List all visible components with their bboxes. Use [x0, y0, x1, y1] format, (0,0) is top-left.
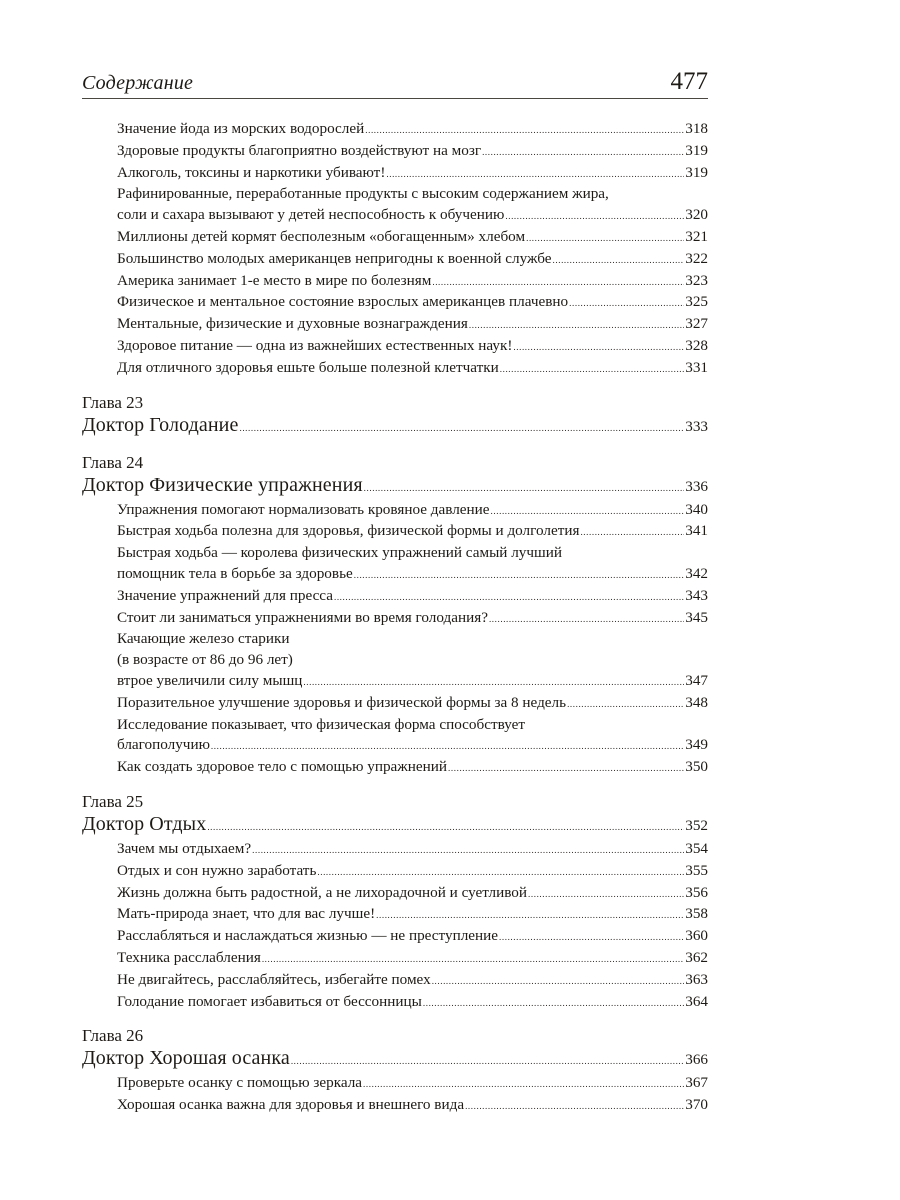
leader-dots	[513, 337, 684, 358]
toc-page: 319	[685, 141, 708, 159]
toc-entry: Значение йода из морских водорослей ..... 318	[82, 119, 708, 141]
toc-entry: Упражнения помогают нормализовать кровяное давление ..... 340	[82, 500, 708, 522]
toc-page: 350	[685, 758, 708, 776]
toc-page: 322	[685, 249, 708, 267]
toc-entry: Миллионы детей кормят бесполезным «обогащенным» хлебом ..... 321	[82, 227, 708, 249]
toc-entry: Техника расслабления ..... 362	[82, 948, 708, 970]
chapter-entry: Доктор Хорошая осанка ..... 366	[82, 1046, 708, 1073]
chapter-entry: Доктор Отдых ..... 352	[82, 812, 708, 839]
chapter-label: Глава 26	[82, 1026, 144, 1046]
toc-entry: втрое увеличили силу мышц ..... 347	[82, 671, 708, 693]
leader-dots	[365, 120, 684, 141]
leader-dots	[432, 971, 685, 992]
leader-dots	[239, 416, 684, 440]
toc-page: 367	[685, 1074, 708, 1092]
running-title: Содержание	[82, 72, 194, 94]
chapter-label: Глава 24	[82, 452, 144, 472]
leader-dots	[505, 206, 684, 227]
toc-entry-line: Рафинированные, переработанные продукты с высоким содержанием жира,	[117, 185, 609, 203]
toc-entry: Быстрая ходьба полезна для здоровья, физической формы и долголетия ..... 341	[82, 521, 708, 543]
leader-dots	[482, 142, 684, 163]
chapter-entry: Доктор Голодание ..... 333	[82, 413, 708, 440]
toc-entry: Здоровое питание — одна из важнейших естественных наук! ..... 328	[82, 336, 708, 358]
toc-entry: помощник тела в борьбе за здоровье ..... 342	[82, 564, 708, 586]
toc-page: 331	[685, 358, 708, 376]
leader-dots	[432, 272, 684, 293]
leader-dots	[291, 1049, 684, 1073]
toc-entry-line: (в возрасте от 86 до 96 лет)	[117, 651, 293, 669]
toc-entry: Физическое и ментальное состояние взрослых американцев плачевно ..... 325	[82, 292, 708, 314]
leader-dots	[465, 1096, 684, 1117]
leader-dots	[386, 164, 684, 185]
toc-entry: соли и сахара вызывают у детей неспособность к обучению ..... 320	[82, 205, 708, 227]
toc-page: 342	[685, 564, 708, 582]
leader-dots	[448, 758, 684, 779]
leader-dots	[211, 736, 684, 757]
toc-page: 323	[685, 271, 708, 289]
toc-entry: Жизнь должна быть радостной, а не лихорадочной и суетливой ..... 356	[82, 883, 708, 905]
leader-dots	[303, 672, 684, 693]
toc-page: 336	[685, 477, 708, 495]
toc-page: 358	[685, 905, 708, 923]
toc-page: 355	[685, 861, 708, 879]
toc-entry: Большинство молодых американцев непригодны к военной службе ..... 322	[82, 249, 708, 271]
toc-page: 360	[685, 927, 708, 945]
leader-dots	[207, 815, 684, 839]
toc-entry-line: Исследование показывает, что физическая форма способствует	[117, 715, 526, 733]
toc-page: 321	[685, 227, 708, 245]
toc-entry: Стоит ли заниматься упражнениями во время голодания? ..... 345	[82, 608, 708, 630]
toc-entry: Проверьте осанку с помощью зеркала ..... 367	[82, 1073, 708, 1095]
chapter-label: Глава 23	[82, 392, 144, 412]
toc-page: 347	[685, 671, 708, 689]
toc-page: 327	[685, 315, 708, 333]
toc-page: 343	[685, 586, 708, 604]
leader-dots	[569, 293, 684, 314]
toc-entry: Америка занимает 1-е место в мире по болезням ..... 323	[82, 271, 708, 293]
toc-entry: Расслабляться и наслаждаться жизнью — не преступление ..... 360	[82, 926, 708, 948]
leader-dots	[469, 315, 684, 336]
toc-entry: благополучию ..... 349	[82, 735, 708, 757]
toc-entry: Голодание помогает избавиться от бессонницы ..... 364	[82, 992, 708, 1014]
toc-page: 364	[685, 992, 708, 1010]
toc-page: 352	[685, 816, 708, 834]
toc-entry: Значение упражнений для пресса ..... 343	[82, 586, 708, 608]
toc-entry: Как создать здоровое тело с помощью упражнений ..... 350	[82, 757, 708, 779]
toc-page: 328	[685, 336, 708, 354]
page-number: 477	[670, 68, 708, 95]
toc-entry: Поразительное улучшение здоровья и физической формы за 8 недель ..... 348	[82, 693, 708, 715]
leader-dots	[262, 949, 684, 970]
toc-entry: Для отличного здоровья ешьте больше полезной клетчатки ..... 331	[82, 358, 708, 380]
leader-dots	[334, 587, 684, 608]
toc-page: 366	[685, 1051, 708, 1069]
leader-dots	[580, 522, 684, 543]
leader-dots	[567, 694, 684, 715]
table-of-contents	[82, 119, 708, 1117]
leader-dots	[491, 501, 685, 522]
toc-page: 345	[685, 608, 708, 626]
leader-dots	[499, 927, 684, 948]
toc-entry: Мать-природа знает, что для вас лучше! ..... 358	[82, 904, 708, 926]
toc-page: 370	[685, 1096, 708, 1114]
chapter-entry: Доктор Физические упражнения ..... 336	[82, 473, 708, 500]
leader-dots	[364, 476, 685, 500]
toc-entry: Не двигайтесь, расслабляйтесь, избегайте помех ..... 363	[82, 970, 708, 992]
leader-dots	[252, 840, 684, 861]
toc-page: 318	[685, 120, 708, 137]
leader-dots	[363, 1074, 684, 1095]
leader-dots	[500, 359, 684, 380]
toc-page: 356	[685, 883, 708, 901]
page-header	[82, 64, 708, 99]
toc-page: 325	[685, 293, 708, 311]
chapter-label: Глава 25	[82, 791, 144, 811]
toc-page: 341	[685, 522, 708, 540]
toc-page: 320	[685, 206, 708, 224]
leader-dots	[553, 250, 685, 271]
leader-dots	[354, 565, 684, 586]
toc-entry-line: Качающие железо старики	[117, 630, 290, 648]
toc-entry: Отдых и сон нужно заработать ..... 355	[82, 861, 708, 883]
toc-entry: Здоровые продукты благоприятно воздействуют на мозг ..... 319	[82, 141, 708, 163]
toc-entry: Ментальные, физические и духовные вознаграждения ..... 327	[82, 314, 708, 336]
toc-entry: Хорошая осанка важна для здоровья и внешнего вида ..... 370	[82, 1095, 708, 1117]
leader-dots	[317, 862, 684, 883]
toc-page: 348	[685, 693, 708, 711]
toc-entry: Зачем мы отдыхаем? ..... 354	[82, 839, 708, 861]
leader-dots	[528, 884, 684, 905]
toc-page: 354	[685, 839, 708, 857]
toc-entry: Алкоголь, токсины и наркотики убивают! ..... 319	[82, 163, 708, 185]
leader-dots	[526, 228, 684, 249]
leader-dots	[489, 609, 684, 630]
toc-page: 333	[685, 417, 708, 435]
toc-entry-line: Быстрая ходьба — королева физических упражнений самый лучший	[117, 544, 562, 562]
toc-page: 362	[685, 948, 708, 966]
toc-page: 349	[685, 736, 708, 754]
toc-page: 319	[685, 163, 708, 181]
leader-dots	[423, 993, 684, 1014]
leader-dots	[376, 905, 684, 926]
toc-page: 363	[685, 970, 708, 988]
toc-page: 340	[685, 500, 708, 518]
